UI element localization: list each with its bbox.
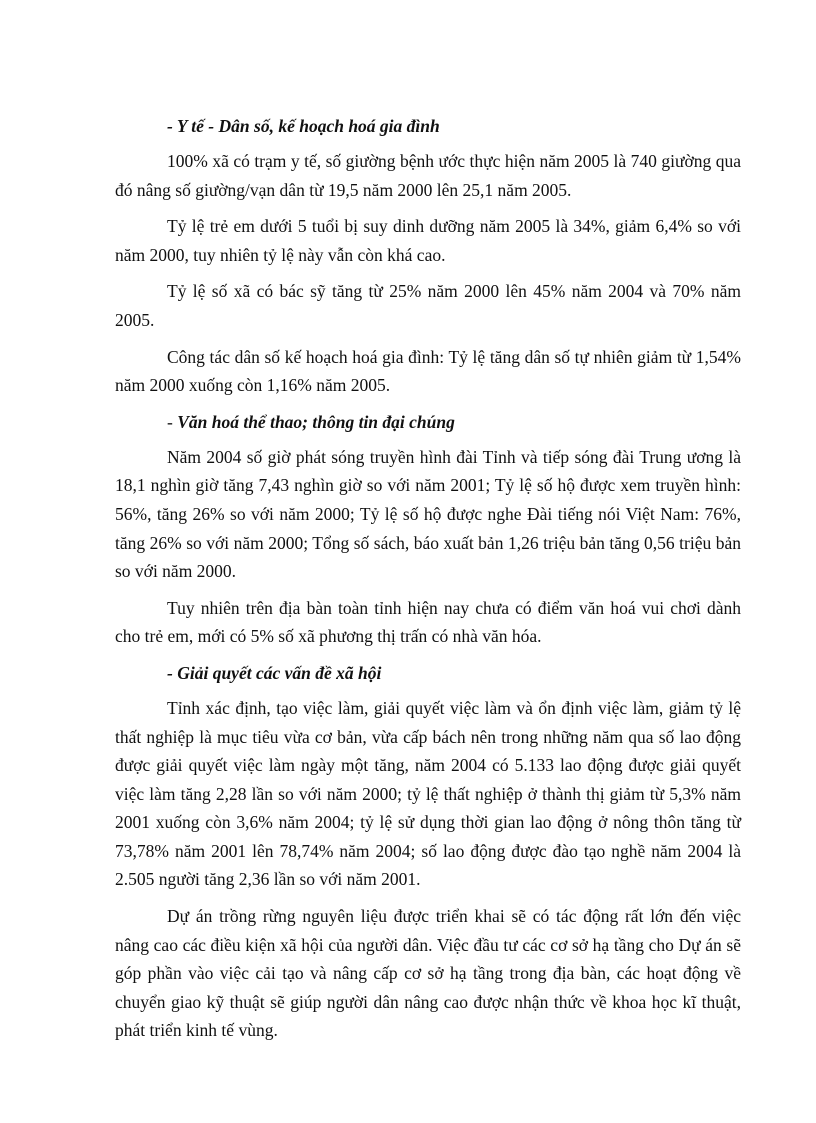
section-culture-media — [115, 408, 741, 651]
heading-text: Văn hoá thể thao; thông tin đại chúng — [177, 411, 455, 432]
section-heading: - Giải quyết các vấn đề xã hội — [167, 662, 382, 683]
paragraph: Công tác dân số kế hoạch hoá gia đình: Tỷ lệ tăng dân số tự nhiên giảm từ 1,54% năm 2000 xuống còn 1,16% năm 2005. — [115, 346, 741, 396]
section-social-issues — [115, 659, 741, 1045]
paragraph: Tỷ lệ trẻ em dưới 5 tuổi bị suy dinh dưỡng năm 2005 là 34%, giảm 6,4% so với năm 2000, tuy nhiên tỷ lệ này vẫn còn khá cao. — [115, 216, 741, 265]
paragraph: Tỉnh xác định, tạo việc làm, giải quyết việc làm và ổn định việc làm, giảm tỷ lệ thất nghiệp là mục tiêu vừa cơ bản, vừa cấp bách nên trong những năm qua số lao động được giải quyết việc làm ngày một tăng, năm 2004 có 5.133 lao động được giải quyết việc làm tăng 2,28 lần so với năm 2000; tỷ lệ thất nghiệp ở thành thị giảm từ 5,3% năm 2001 xuống còn 3,6% năm 2004; tỷ lệ sử dụng thời gian lao động ở nông thôn tăng từ 73,78% năm 2001 lên 78,74% năm 2004; số lao động được đào tạo nghề năm 2004 là 2.505 người tăng 2,36 lần so với năm 2001. — [115, 697, 741, 890]
section-heading: - Y tế - Dân số, kế hoạch hoá gia đình — [167, 116, 440, 136]
paragraph: Tỷ lệ số xã có bác sỹ tăng từ 25% năm 2000 lên 45% năm 2004 và 70% năm 2005. — [115, 281, 741, 330]
document-page — [115, 112, 741, 1053]
paragraph: Dự án trồng rừng nguyên liệu được triển khai sẽ có tác động rất lớn đến việc nâng cao các điều kiện xã hội của người dân. Việc đầu tư các cơ sở hạ tầng cho Dự án sẽ góp phần vào việc cải tạo và nâng cấp cơ sở hạ tầng trong địa bàn, các hoạt động về chuyển giao kỹ thuật sẽ giúp người dân nâng cao được nhận thức về khoa học kĩ thuật, phát triển kinh tế vùng. — [115, 906, 741, 1041]
paragraph: Năm 2004 số giờ phát sóng truyền hình đài Tỉnh và tiếp sóng đài Trung ương là 18,1 nghìn giờ tăng 7,43 nghìn giờ so với năm 2001; Tỷ lệ số hộ được xem truyền hình: 56%, tăng 26% so với năm 2000; Tỷ lệ số hộ được nghe Đài tiếng nói Việt Nam: 76%, tăng 26% so với năm 2000; Tổng số sách, báo xuất bản 1,26 triệu bản tăng 0,56 triệu bản so với năm 2000. — [115, 446, 741, 582]
paragraph: 100% xã có trạm y tế, số giường bệnh ước thực hiện năm 2005 là 740 giường qua đó nâng số giường/vạn dân từ 19,5 năm 2000 lên 25,1 năm 2005. — [115, 151, 741, 200]
heading-dash: - — [167, 411, 178, 432]
section-heading — [115, 408, 741, 436]
paragraph: Tuy nhiên trên địa bàn toàn tỉnh hiện nay chưa có điểm văn hoá vui chơi dành cho trẻ em, mới có 5% số xã phương thị trấn có nhà văn hóa. — [115, 597, 741, 647]
section-health-population — [115, 112, 741, 400]
